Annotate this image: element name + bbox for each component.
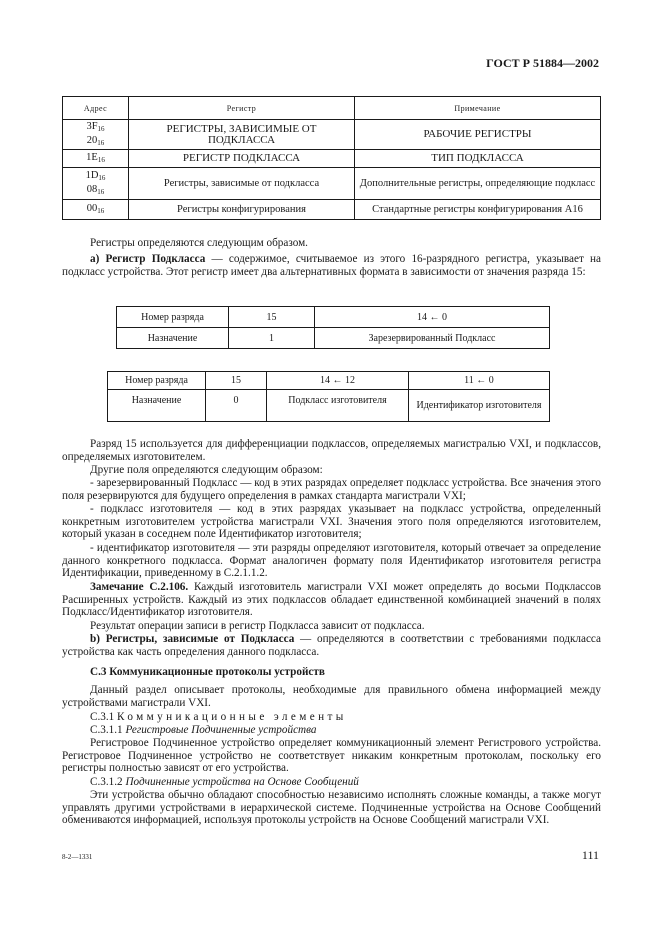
column-header-register: Регистр bbox=[129, 97, 355, 120]
bit-15-value: 1 bbox=[229, 328, 315, 349]
address-cell: $1E_{16}$ bbox=[63, 150, 129, 168]
paragraph: Другие поля определяются следующим образом: bbox=[90, 464, 323, 476]
table-row bbox=[108, 390, 550, 422]
section-heading: С.3 Коммуникационные протоколы устройств bbox=[90, 666, 325, 678]
paragraph: Эти устройства обычно обладают способностью независимо исполнять сложные команды, а также могут управлять другими устройствами в иерархической системе. Подчиненные устройства на Основе Сообщений обмениваются информацией, используя протоколы устройств на Основе Сообщений магистрали VXI. bbox=[62, 789, 601, 826]
bit-number-label: Номер разряда bbox=[117, 307, 229, 328]
column-header-note: Примечание bbox=[355, 97, 601, 120]
register-cell: РЕГИСТРЫ, ЗАВИСИМЫЕ ОТ ПОДКЛАССА bbox=[129, 120, 355, 150]
address-cell: $00_{16}$ bbox=[63, 200, 129, 220]
table-row bbox=[117, 328, 550, 349]
paragraph: Регистровое Подчиненное устройство определяет коммуникационный элемент Регистрового устройства. Регистровое Подчиненное устройство не соответствует никаким конкретным протоколам, поскольку его регистры полностью зависят от его устройства. bbox=[62, 737, 601, 774]
register-cell: Регистры, зависимые от подкласса bbox=[129, 168, 355, 200]
column-header-address: Адрес bbox=[63, 97, 129, 120]
bit-15-cell: 15 bbox=[206, 372, 267, 390]
field-name-cell: Подкласс изготовителя bbox=[267, 390, 409, 422]
note-cell: ТИП ПОДКЛАССА bbox=[355, 150, 601, 168]
paragraph: b) Регистры, зависимые от Подкласса — определяются в соответствии с требованиями подкласса устройства как часть определения данного подкласса. bbox=[62, 633, 601, 658]
bit-range-cell: 14 ← 12 bbox=[267, 372, 409, 390]
paragraph: Разряд 15 используется для дифференциации подклассов, определяемых магистралью VXI, и подклассов, определяемых изготовителем. bbox=[62, 438, 601, 463]
register-cell: РЕГИСТР ПОДКЛАССА bbox=[129, 150, 355, 168]
register-cell: Регистры конфигурирования bbox=[129, 200, 355, 220]
paragraph: а) Регистр Подкласса — содержимое, считываемое из этого 16-разрядного регистра, указывает на подкласс устройства. Этот регистр имеет два альтернативных формата в зависимости от значения разряда 15: bbox=[62, 253, 601, 278]
subsection-heading: С.3.1.2 Подчиненные устройства на Основе Сообщений bbox=[90, 776, 359, 788]
bit-range-cell: 14 ← 0 bbox=[315, 307, 550, 328]
paragraph: Регистры определяются следующим образом. bbox=[90, 237, 308, 249]
subsection-heading: С.3.1 Коммуникационные элементы bbox=[90, 711, 347, 723]
note-cell: Стандартные регистры конфигурирования A16 bbox=[355, 200, 601, 220]
table-row bbox=[108, 372, 550, 390]
register-map-table bbox=[62, 96, 601, 220]
table-row bbox=[63, 150, 601, 168]
table-row bbox=[117, 307, 550, 328]
table-header-row bbox=[63, 97, 601, 120]
bit-number-label: Номер разряда bbox=[108, 372, 206, 390]
table-row bbox=[63, 168, 601, 200]
bit-format-table-manufacturer bbox=[107, 371, 550, 422]
paragraph: Данный раздел описывает протоколы, необходимые для правильного обмена информацией между устройствами магистрали VXI. bbox=[62, 684, 601, 709]
note-paragraph: Замечание С.2.106. Каждый изготовитель магистрали VXI может определять до восьми Подклассов Расширенных устройств. Каждый из этих подклассов обладает единственной комбинацией значений в полях Подкласс/Идентификатор изготовителя. bbox=[62, 581, 601, 618]
subsection-heading: С.3.1.1 Регистровые Подчиненные устройства bbox=[90, 724, 317, 736]
field-name-cell: Зарезервированный Подкласс bbox=[315, 328, 550, 349]
purpose-label: Назначение bbox=[117, 328, 229, 349]
note-cell: РАБОЧИЕ РЕГИСТРЫ bbox=[355, 120, 601, 150]
bit-format-table-reserved bbox=[116, 306, 550, 349]
list-item: - идентификатор изготовителя — эти разряды определяют изготовителя, который отвечает за определение данного конкретного подкласса. Формат аналогичен формату поля Идентификатор изготовителя регистра Идентификации, приведенному в С.2.1.1.2. bbox=[62, 542, 601, 579]
address-cell: $1D_{16}$ $08_{16}$ bbox=[63, 168, 129, 200]
page-number: 111 bbox=[581, 848, 599, 862]
purpose-label: Назначение bbox=[108, 390, 206, 422]
bit-range-cell: 11 ← 0 bbox=[409, 372, 550, 390]
paragraph: Результат операции записи в регистр Подкласса зависит от подкласса. bbox=[90, 620, 425, 632]
document-id: ГОСТ Р 51884—2002 bbox=[486, 56, 599, 70]
table-row bbox=[63, 120, 601, 150]
list-item: - зарезервированный Подкласс — код в этих разрядах определяет подкласс устройства. Все значения этого поля резервируются для будущего определения в рамках стандарта магистрали VXI; bbox=[62, 477, 601, 502]
note-cell: Дополнительные регистры, определяющие подкласс bbox=[355, 168, 601, 200]
field-name-cell: Идентификатор изготовителя bbox=[409, 390, 550, 422]
bit-15-cell: 15 bbox=[229, 307, 315, 328]
table-row bbox=[63, 200, 601, 220]
print-code: 8-2—1331 bbox=[62, 853, 93, 861]
bit-15-value: 0 bbox=[206, 390, 267, 422]
list-item: - подкласс изготовителя — код в этих разрядах указывает на подкласс устройства, определенный конкретным изготовителем устройства магистрали VXI. Значения этого поля определяются изготовителем, который указан в соседнем поле Идентификатор изготовителя; bbox=[62, 503, 601, 540]
address-cell: $3F_{16}$ $20_{16}$ bbox=[63, 120, 129, 150]
